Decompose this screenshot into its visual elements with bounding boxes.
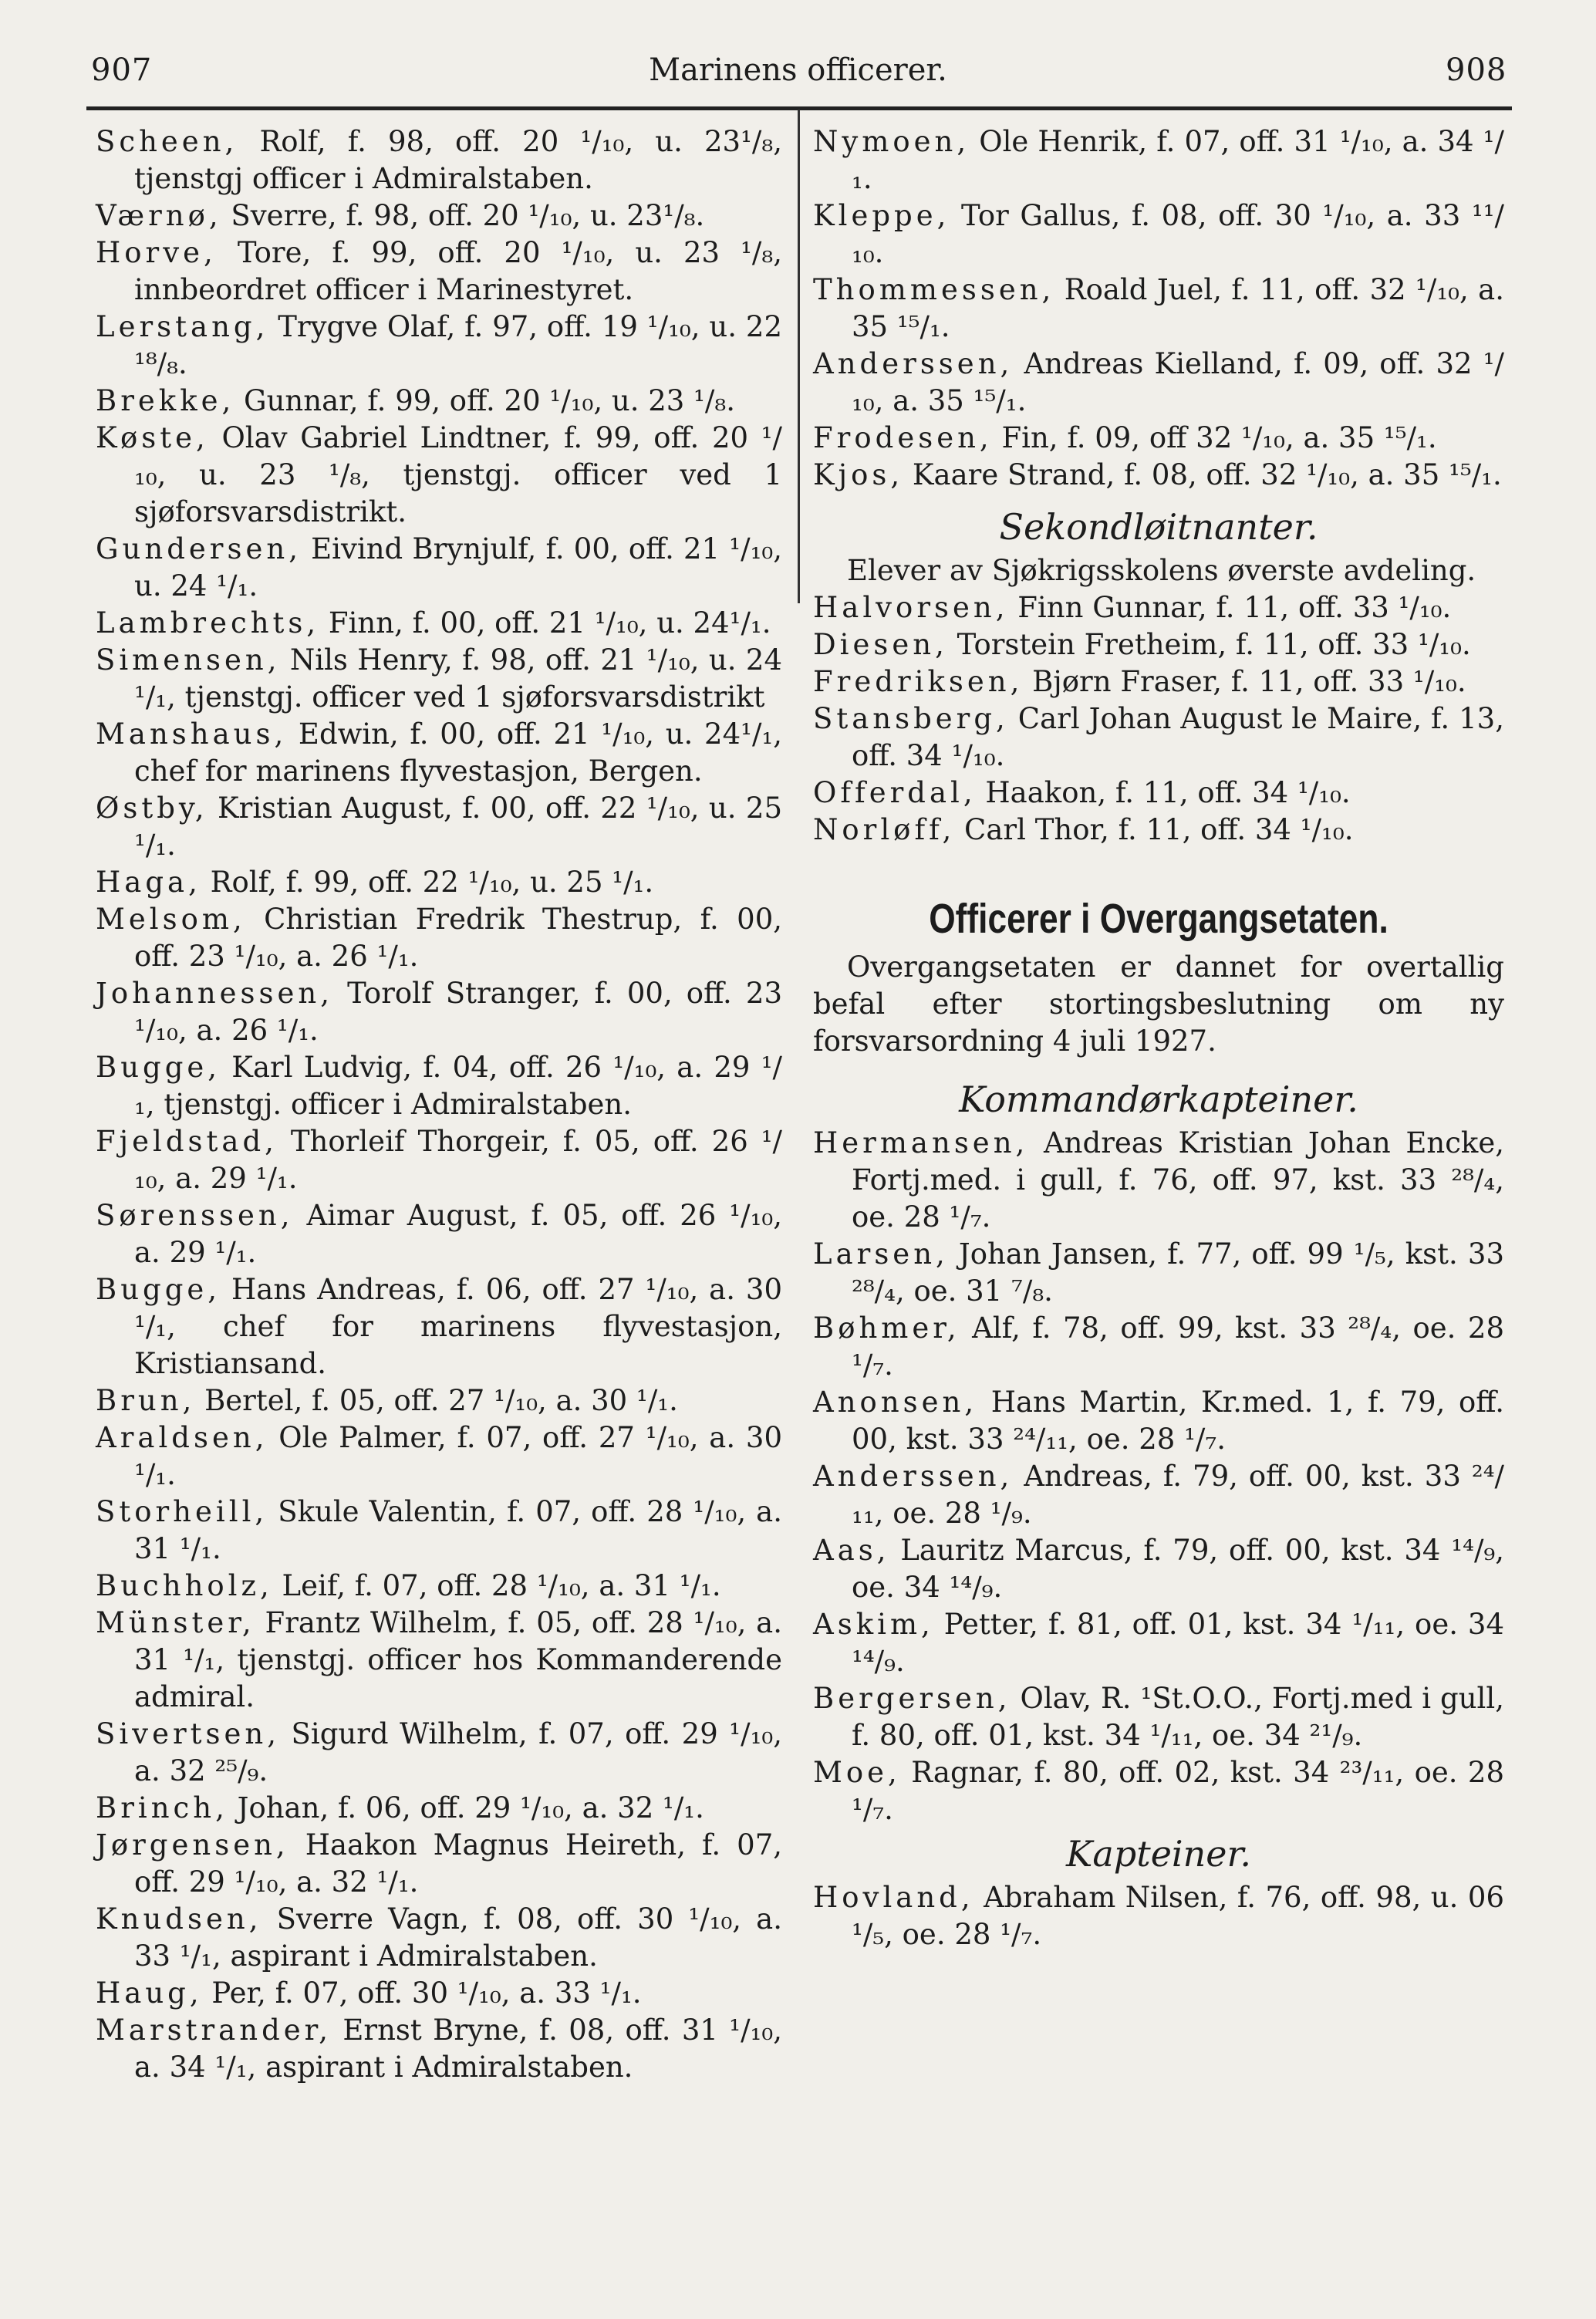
officer-entry — [96, 1975, 782, 2012]
officer-details: Tore, f. 99, off. 20 ¹/₁₀, u. 23 ¹/₈, innbeordret officer i Marinestyret. — [134, 236, 782, 306]
officer-surname: Horve, — [96, 236, 217, 269]
officer-details: Skule Valentin, f. 07, off. 28 ¹/₁₀, a. 31 ¹/₁. — [134, 1495, 782, 1565]
officer-details: Andreas, f. 79, off. 00, kst. 33 ²⁴/₁₁, oe. 28 ¹/₉. — [852, 1460, 1504, 1530]
section-heading-sekondloitnanter: Sekondløitnanter. — [999, 506, 1318, 548]
officer-surname: Aas, — [813, 1534, 890, 1567]
officer-entry — [813, 1754, 1504, 1828]
officer-surname: Askim, — [813, 1608, 934, 1641]
officer-surname: Lambrechts, — [96, 606, 320, 640]
officer-surname: Fredriksen, — [813, 665, 1024, 698]
page-number-left: 907 — [91, 52, 153, 88]
officer-surname: Knudsen, — [96, 1902, 262, 1936]
officer-details: Ernst Bryne, f. 08, off. 31 ¹/₁₀, a. 34 ¹/₁, aspirant i Admiralstaben. — [134, 2014, 782, 2084]
officer-details: Carl Johan August le Maire, f. 13, off. 34 ¹/₁₀. — [852, 702, 1504, 772]
officer-surname: Kjos, — [813, 458, 904, 491]
officer-surname: Anonsen, — [813, 1386, 978, 1419]
sekond-intro: Elever av Sjøkrigsskolens øverste avdeling. — [847, 554, 1476, 587]
officer-entry — [96, 605, 782, 642]
officer-details: Ole Henrik, f. 07, off. 31 ¹/₁₀, a. 34 ¹/₁. — [852, 125, 1504, 195]
officer-surname: Bergersen, — [813, 1682, 1011, 1715]
officer-entry — [813, 663, 1504, 700]
officer-surname: Anderssen, — [813, 347, 1014, 380]
officer-surname: Offerdal, — [813, 776, 977, 809]
officer-details: Petter, f. 81, off. 01, kst. 34 ¹/₁₁, oe. 34 ¹⁴/₉. — [852, 1608, 1504, 1678]
officer-details: Olav, R. ¹St.O.O., Fortj.med i gull, f. 80, off. 01, kst. 34 ¹/₁₁, oe. 34 ²¹/₉. — [852, 1682, 1504, 1752]
officer-entry — [96, 2012, 782, 2086]
officer-details: Trygve Olaf, f. 97, off. 19 ¹/₁₀, u. 22 ¹⁸/₈. — [134, 310, 782, 380]
officer-entry — [96, 790, 782, 864]
officer-details: Sverre Vagn, f. 08, off. 30 ¹/₁₀, a. 33 ¹/₁, aspirant i Admiralstaben. — [134, 1902, 782, 1973]
officer-entry — [813, 1310, 1504, 1384]
column-divider — [798, 110, 800, 603]
officer-details: Finn, f. 00, off. 21 ¹/₁₀, u. 24¹/₁. — [319, 606, 771, 640]
officer-surname: Brun, — [96, 1384, 196, 1417]
officer-details: Leif, f. 07, off. 28 ¹/₁₀, a. 31 ¹/₁. — [272, 1569, 721, 1602]
premierloitnant-continued-list — [813, 123, 1504, 494]
officer-entry — [813, 1879, 1504, 1953]
officer-entry — [813, 457, 1504, 494]
officer-surname: Anderssen, — [813, 1460, 1014, 1493]
officer-surname: Haga, — [96, 866, 201, 899]
officer-details: Ragnar, f. 80, off. 02, kst. 34 ²³/₁₁, oe. 28 ¹/₇. — [852, 1756, 1504, 1826]
officer-entry — [96, 531, 782, 605]
officer-entry — [96, 1790, 782, 1827]
officer-details: Johan, f. 06, off. 29 ¹/₁₀, a. 32 ¹/₁. — [228, 1791, 704, 1824]
officer-surname: Haug, — [96, 1976, 203, 2010]
officer-surname: Brekke, — [96, 384, 235, 417]
officer-details: Karl Ludvig, f. 04, off. 26 ¹/₁₀, a. 29 ¹/₁, tjenstgj. officer i Admiralstaben. — [134, 1051, 782, 1121]
officer-surname: Buchholz, — [96, 1569, 273, 1602]
officer-entry — [96, 1419, 782, 1494]
officer-details: Ole Palmer, f. 07, off. 27 ¹/₁₀, a. 30 ¹/₁. — [134, 1421, 782, 1491]
officer-details: Bertel, f. 05, off. 27 ¹/₁₀, a. 30 ¹/₁. — [195, 1384, 678, 1417]
page-header — [0, 52, 1596, 99]
officer-details: Haakon, f. 11, off. 34 ¹/₁₀. — [976, 776, 1351, 809]
officer-surname: Melsom, — [96, 903, 246, 936]
officer-details: Nils Henry, f. 98, off. 21 ¹/₁₀, u. 24 ¹/₁, tjenstgj. officer ved 1 sjøforsvarsdistrikt — [134, 643, 782, 714]
officer-surname: Nymoen, — [813, 125, 970, 158]
officer-entry — [96, 1494, 782, 1568]
officer-entry — [813, 1680, 1504, 1754]
officer-details: Gunnar, f. 99, off. 20 ¹/₁₀, u. 23 ¹/₈. — [235, 384, 735, 417]
officer-surname: Kleppe, — [813, 199, 950, 232]
officer-details: Andreas Kielland, f. 09, off. 32 ¹/₁₀, a. 35 ¹⁵/₁. — [852, 347, 1504, 417]
officer-entry — [96, 716, 782, 790]
officer-entry — [96, 383, 782, 420]
officer-details: Kaare Strand, f. 08, off. 32 ¹/₁₀, a. 35 ¹⁵/₁. — [903, 458, 1502, 491]
officer-details: Finn Gunnar, f. 11, off. 33 ¹/₁₀. — [1008, 591, 1452, 624]
officer-details: Thorleif Thorgeir, f. 05, off. 26 ¹/₁₀, a. 29 ¹/₁. — [134, 1125, 782, 1195]
officer-details: Lauritz Marcus, f. 79, off. 00, kst. 34 ¹⁴/₉, oe. 34 ¹⁴/₉. — [852, 1534, 1504, 1604]
officer-surname: Marstrander, — [96, 2014, 332, 2047]
officer-entry — [813, 420, 1504, 457]
officer-details: Haakon Magnus Heireth, f. 07, off. 29 ¹/₁₀, a. 32 ¹/₁. — [134, 1828, 782, 1899]
officer-details: Torolf Stranger, f. 00, off. 23 ¹/₁₀, a. 26 ¹/₁. — [134, 977, 782, 1047]
officer-entry — [96, 642, 782, 716]
officer-surname: Thommessen, — [813, 273, 1055, 306]
officer-surname: Halvorsen, — [813, 591, 1009, 624]
kaptein-list — [813, 1879, 1504, 1953]
officer-details: Rolf, f. 98, off. 20 ¹/₁₀, u. 23¹/₈, tjenstgj officer i Admiralstaben. — [134, 125, 782, 195]
officer-entry — [96, 1123, 782, 1197]
officer-surname: Bugge, — [96, 1051, 221, 1084]
officer-surname: Moe, — [813, 1756, 901, 1789]
officer-surname: Simensen, — [96, 643, 281, 677]
officer-surname: Münster, — [96, 1606, 255, 1639]
section-heading-kommandorkapteiner: Kommandørkapteiner. — [959, 1078, 1358, 1120]
officer-surname: Hovland, — [813, 1881, 974, 1914]
officer-details: Andreas Kristian Johan Encke, Fortj.med. i gull, f. 76, off. 97, kst. 33 ²⁸/₄, oe. 28 ¹/₇. — [852, 1126, 1504, 1234]
left-column — [96, 123, 782, 2086]
officer-surname: Storheill, — [96, 1495, 268, 1528]
officer-entry — [96, 1901, 782, 1975]
officer-entry — [96, 123, 782, 197]
officer-details: Sverre, f. 98, off. 20 ¹/₁₀, u. 23¹/₈. — [221, 199, 705, 232]
officer-details: Kristian August, f. 00, off. 22 ¹/₁₀, u. 25 ¹/₁. — [134, 792, 782, 862]
page-number-right: 908 — [1446, 52, 1507, 88]
officer-entry — [96, 901, 782, 975]
officer-entry — [813, 1125, 1504, 1236]
officer-surname: Jørgensen, — [96, 1828, 289, 1862]
officer-surname: Østby, — [96, 792, 208, 825]
officer-surname: Bugge, — [96, 1273, 221, 1306]
overgang-paragraph: Overgangsetaten er dannet for overtallig befal efter stortingsbeslutning om ny forsvarsordning 4 juli 1927. — [813, 950, 1504, 1058]
officer-entry — [813, 1236, 1504, 1310]
right-column — [813, 123, 1504, 1953]
officer-details: Rolf, f. 99, off. 22 ¹/₁₀, u. 25 ¹/₁. — [201, 866, 654, 899]
officer-details: Fin, f. 09, off 32 ¹/₁₀, a. 35 ¹⁵/₁. — [992, 421, 1437, 454]
officer-surname: Bøhmer, — [813, 1311, 960, 1345]
officer-entry — [813, 589, 1504, 626]
officer-details: Carl Thor, f. 11, off. 34 ¹/₁₀. — [955, 813, 1354, 846]
officer-details: Hans Martin, Kr.med. 1, f. 79, off. 00, kst. 33 ²⁴/₁₁, oe. 28 ¹/₇. — [852, 1386, 1504, 1456]
officer-details: Eivind Brynjulf, f. 00, off. 21 ¹/₁₀, u. 24 ¹/₁. — [134, 532, 782, 603]
officer-entry — [96, 1827, 782, 1901]
officer-entry — [813, 700, 1504, 775]
sekondloitnant-list — [813, 589, 1504, 849]
section-heading-overgangsetaten: Officerer i Overgangsetaten. — [929, 896, 1388, 942]
officer-details: Olav Gabriel Lindtner, f. 99, off. 20 ¹/₁₀, u. 23 ¹/₈, tjenstgj. officer ved 1 sjøforsvarsdistrikt. — [134, 421, 782, 528]
officer-surname: Stansberg, — [813, 702, 1009, 735]
officer-entry — [96, 1568, 782, 1605]
officer-surname: Frodesen, — [813, 421, 993, 454]
officer-details: Abraham Nilsen, f. 76, off. 98, u. 06 ¹/₅, oe. 28 ¹/₇. — [852, 1881, 1504, 1951]
officer-entry — [813, 626, 1504, 663]
kommandorkaptein-list — [813, 1125, 1504, 1828]
officer-details: Alf, f. 78, off. 99, kst. 33 ²⁸/₄, oe. 28 ¹/₇. — [852, 1311, 1504, 1382]
officer-surname: Norløff, — [813, 813, 956, 846]
officer-surname: Gundersen, — [96, 532, 302, 565]
officer-entry — [813, 272, 1504, 346]
officer-surname: Værnø, — [96, 199, 222, 232]
officer-surname: Hermansen, — [813, 1126, 1029, 1160]
officer-surname: Manshaus, — [96, 717, 288, 751]
officer-details: Bjørn Fraser, f. 11, off. 33 ¹/₁₀. — [1023, 665, 1466, 698]
officer-surname: Diesen, — [813, 628, 948, 661]
officer-surname: Sørenssen, — [96, 1199, 294, 1232]
officer-details: Hans Andreas, f. 06, off. 27 ¹/₁₀, a. 30 ¹/₁, chef for marinens flyvestasjon, Kristiansand. — [134, 1273, 782, 1380]
officer-entry — [96, 197, 782, 235]
officer-entry — [96, 420, 782, 531]
officer-details: Torstein Fretheim, f. 11, off. 33 ¹/₁₀. — [947, 628, 1471, 661]
officer-entry — [96, 1382, 782, 1419]
officer-surname: Scheen, — [96, 125, 238, 158]
officer-entry — [813, 346, 1504, 420]
officer-details: Frantz Wilhelm, f. 05, off. 28 ¹/₁₀, a. 31 ¹/₁, tjenstgj. officer hos Kommanderende admiral. — [134, 1606, 782, 1713]
officer-entry — [96, 235, 782, 309]
officer-details: Roald Juel, f. 11, off. 32 ¹/₁₀, a. 35 ¹⁵/₁. — [852, 273, 1504, 343]
officer-entry — [813, 1606, 1504, 1680]
officer-surname: Johannessen, — [96, 977, 334, 1010]
officer-surname: Fjeldstad, — [96, 1125, 278, 1158]
officer-surname: Larsen, — [813, 1237, 949, 1271]
officer-entry — [96, 1605, 782, 1716]
officer-entry — [96, 1049, 782, 1123]
officer-entry — [96, 1197, 782, 1271]
officer-surname: Araldsen, — [96, 1421, 268, 1454]
officer-surname: Lerstang, — [96, 310, 269, 343]
officer-entry — [813, 123, 1504, 197]
officer-entry — [96, 864, 782, 901]
officer-entry — [813, 812, 1504, 849]
officer-entry — [813, 1532, 1504, 1606]
officer-entry — [96, 309, 782, 383]
officer-details: Christian Fredrik Thestrup, f. 00, off. 23 ¹/₁₀, a. 26 ¹/₁. — [134, 903, 782, 973]
officer-entry — [813, 1458, 1504, 1532]
officer-surname: Brinch, — [96, 1791, 228, 1824]
officer-details: Edwin, f. 00, off. 21 ¹/₁₀, u. 24¹/₁, chef for marinens flyvestasjon, Bergen. — [134, 717, 782, 788]
officer-entry — [813, 775, 1504, 812]
officer-details: Tor Gallus, f. 08, off. 30 ¹/₁₀, a. 33 ¹¹/₁₀. — [852, 199, 1504, 269]
officer-entry — [813, 197, 1504, 272]
officer-entry — [96, 1271, 782, 1382]
officer-details: Johan Jansen, f. 77, off. 99 ¹/₅, kst. 33 ²⁸/₄, oe. 31 ⁷/₈. — [852, 1237, 1504, 1308]
officer-entry — [813, 1384, 1504, 1458]
officer-entry — [96, 975, 782, 1049]
officer-details: Sigurd Wilhelm, f. 07, off. 29 ¹/₁₀, a. 32 ²⁵/₉. — [134, 1717, 782, 1787]
officer-surname: Sivertsen, — [96, 1717, 281, 1750]
section-heading-kapteiner: Kapteiner. — [1065, 1833, 1252, 1875]
officer-entry — [96, 1716, 782, 1790]
officer-details: Per, f. 07, off. 30 ¹/₁₀, a. 33 ¹/₁. — [202, 1976, 642, 2010]
officer-surname: Køste, — [96, 421, 209, 454]
officer-details: Aimar August, f. 05, off. 26 ¹/₁₀, a. 29 ¹/₁. — [134, 1199, 782, 1269]
running-title: Marinens officerer. — [649, 52, 947, 88]
